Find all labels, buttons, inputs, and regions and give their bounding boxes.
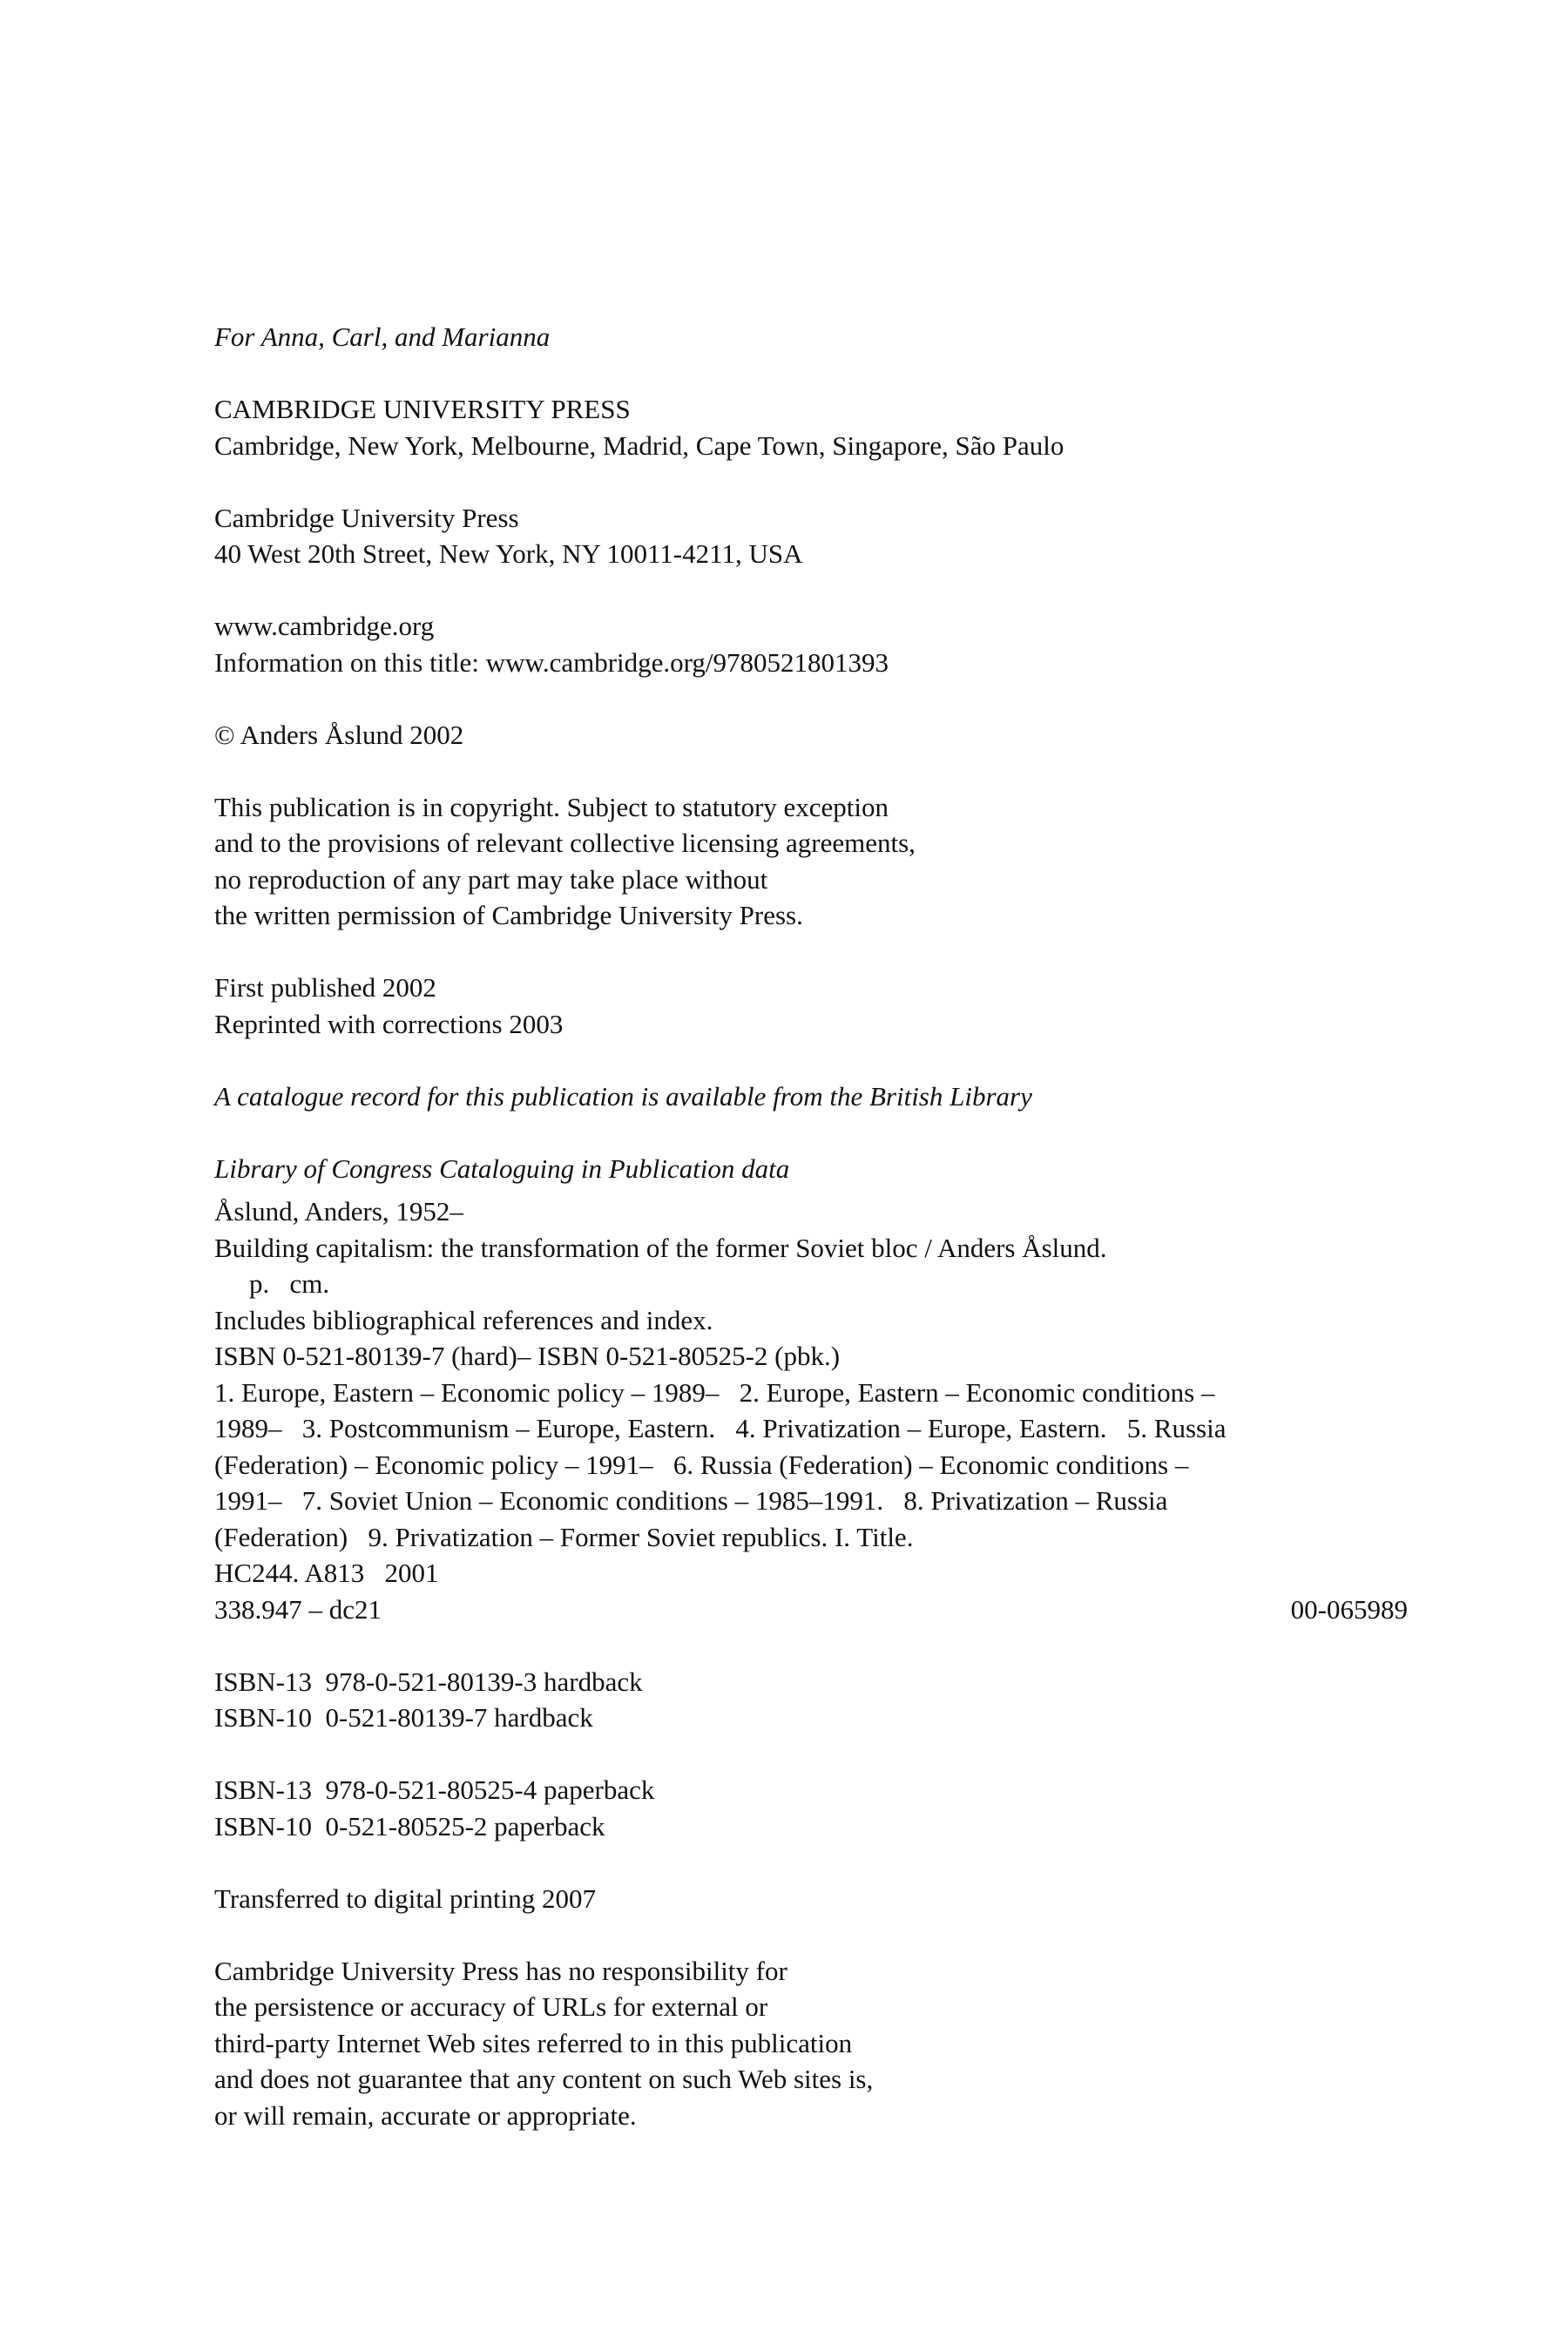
copyright-notice-line: no reproduction of any part may take place without bbox=[214, 863, 768, 895]
cip-title: Building capitalism: the transformation of the former Soviet bloc / Anders Åslund. bbox=[214, 1232, 1107, 1263]
page-content bbox=[214, 319, 1408, 2133]
cip-subject-line: (Federation) 9. Privatization – Former Soviet republics. I. Title. bbox=[214, 1521, 914, 1552]
isbn13-paperback: ISBN-13 978-0-521-80525-4 paperback bbox=[214, 1774, 655, 1805]
cip-isbn: ISBN 0-521-80139-7 (hard)– ISBN 0-521-80525-2 (pbk.) bbox=[214, 1341, 841, 1371]
publisher-block bbox=[214, 391, 1408, 463]
cip-dewey: 338.947 – dc21 bbox=[214, 1593, 382, 1625]
cip-pages: p. cm. bbox=[249, 1268, 330, 1299]
dedication: For Anna, Carl, and Marianna bbox=[214, 321, 551, 352]
publisher-website: www.cambridge.org bbox=[214, 611, 435, 641]
british-library-block bbox=[214, 1078, 1408, 1115]
cip-subject-line: (Federation) – Economic policy – 1991– 6. Russia (Federation) – Economic conditions – bbox=[214, 1449, 1189, 1480]
title-info-url: Information on this title: www.cambridge.org/9780521801393 bbox=[214, 646, 889, 678]
copyright-notice bbox=[214, 789, 1408, 934]
cip-data bbox=[214, 1193, 1408, 1627]
loc-heading-block bbox=[214, 1151, 1408, 1187]
isbn10-hardback: ISBN-10 0-521-80139-7 hardback bbox=[214, 1702, 593, 1733]
copyright-notice-line: This publication is in copyright. Subject to statutory exception bbox=[214, 791, 889, 822]
url-disclaimer-line: or will remain, accurate or appropriate. bbox=[214, 2099, 637, 2131]
cip-lc-class: HC244. A813 2001 bbox=[214, 1558, 439, 1588]
cip-subject-line: 1. Europe, Eastern – Economic policy – 1989– 2. Europe, Eastern – Economic conditions – bbox=[214, 1376, 1215, 1408]
digital-printing-note: Transferred to digital printing 2007 bbox=[214, 1882, 596, 1914]
loc-heading: Library of Congress Cataloguing in Publication data bbox=[214, 1152, 790, 1184]
cip-lccn: 00-065989 bbox=[1290, 1593, 1408, 1625]
url-disclaimer-line: the persistence or accuracy of URLs for external or bbox=[214, 1991, 768, 2022]
publisher-cities: Cambridge, New York, Melbourne, Madrid, Cape Town, Singapore, São Paulo bbox=[214, 429, 1064, 461]
website-block bbox=[214, 608, 1408, 680]
copyright-notice-line: and to the provisions of relevant collective licensing agreements, bbox=[214, 828, 916, 858]
cip-subject-line: 1991– 7. Soviet Union – Economic conditions – 1985–1991. 8. Privatization – Russia bbox=[214, 1485, 1168, 1516]
first-published: First published 2002 bbox=[214, 972, 436, 1003]
british-library-note: A catalogue record for this publication is available from the British Library bbox=[214, 1080, 1032, 1112]
isbn13-hardback: ISBN-13 978-0-521-80139-3 hardback bbox=[214, 1666, 643, 1697]
publication-history bbox=[214, 970, 1408, 1042]
publisher-address-street: 40 West 20th Street, New York, NY 10011-4211, USA bbox=[214, 538, 803, 569]
isbn-paperback-block bbox=[214, 1772, 1408, 1844]
digital-printing-block bbox=[214, 1881, 1408, 1917]
cip-author: Åslund, Anders, 1952– bbox=[214, 1196, 463, 1227]
copyright-line: © Anders Åslund 2002 bbox=[214, 719, 464, 750]
url-disclaimer-line: third-party Internet Web sites referred to in this publication bbox=[214, 2027, 853, 2058]
cip-notes: Includes bibliographical references and index. bbox=[214, 1304, 713, 1335]
copyright-block bbox=[214, 717, 1408, 754]
cip-subject-line: 1989– 3. Postcommunism – Europe, Eastern. 4. Privatization – Europe, Eastern. 5. Russia bbox=[214, 1413, 1227, 1443]
publisher-address-name: Cambridge University Press bbox=[214, 502, 519, 533]
reprinted: Reprinted with corrections 2003 bbox=[214, 1008, 564, 1039]
url-disclaimer-line: Cambridge University Press has no responsibility for bbox=[214, 1955, 787, 1986]
url-disclaimer-line: and does not guarantee that any content on such Web sites is, bbox=[214, 2064, 874, 2094]
copyright-notice-line: the written permission of Cambridge University Press. bbox=[214, 900, 803, 930]
cip-dewey-row bbox=[214, 1592, 1408, 1628]
isbn10-paperback: ISBN-10 0-521-80525-2 paperback bbox=[214, 1810, 605, 1842]
isbn-hardback-block bbox=[214, 1664, 1408, 1736]
publisher-address-block bbox=[214, 500, 1408, 572]
publisher-name: CAMBRIDGE UNIVERSITY PRESS bbox=[214, 394, 631, 424]
dedication-block bbox=[214, 319, 1408, 355]
url-disclaimer bbox=[214, 1953, 1408, 2134]
